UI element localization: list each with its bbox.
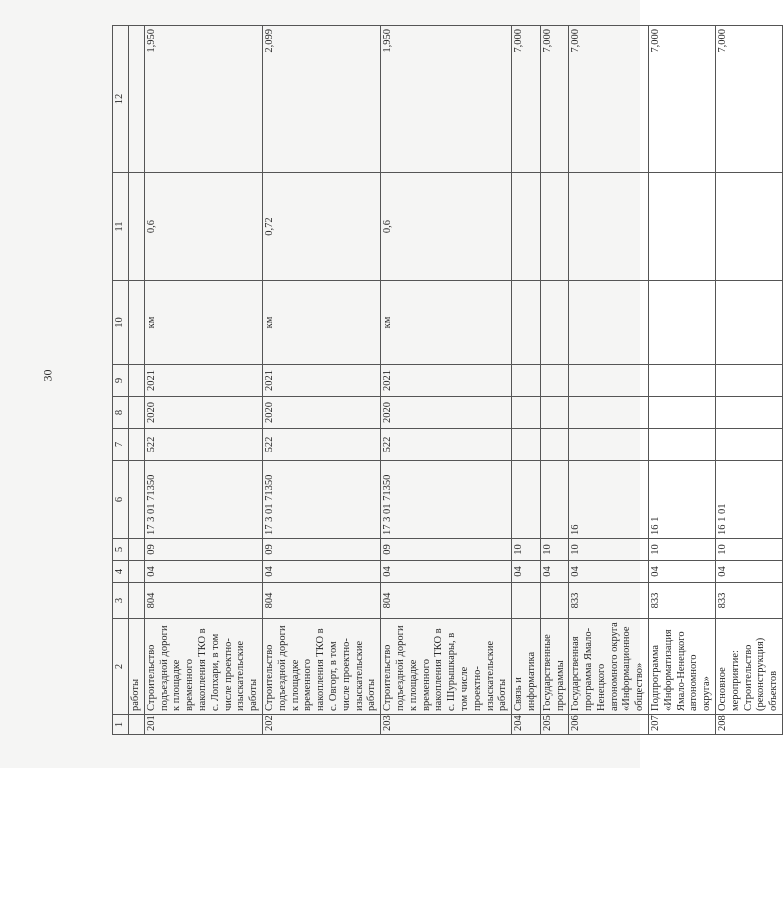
cell-amount: 1,950 (144, 26, 262, 173)
table-row (381, 26, 512, 735)
col-header-6: 6 (113, 461, 129, 539)
cell-amount: 7,000 (716, 26, 783, 173)
cell-capacity: 0,6 (381, 173, 512, 281)
row-name: Строительство подъездной дороги к площадке временного накопления ТКО в с. Лопхари, в том числе проектно-изыскательские работы (144, 619, 262, 715)
cell-section: 04 (540, 561, 569, 583)
table-row (540, 26, 569, 735)
cell-amount: 7,000 (512, 26, 541, 173)
cell-subsection: 10 (540, 539, 569, 561)
cell-ministry: 833 (649, 583, 716, 619)
cell-target-article: 16 1 01 (716, 461, 783, 539)
cell-target-article (540, 461, 569, 539)
row-number: 208 (716, 715, 783, 735)
cell-target-article: 17 3 01 71350 (262, 461, 380, 539)
cell-end-year (716, 365, 783, 397)
cell-expense-type (716, 429, 783, 461)
cell-section: 04 (649, 561, 716, 583)
row-name: Основное мероприятие: Строительство (реконструкция) объектов (716, 619, 783, 715)
cell-section: 04 (381, 561, 512, 583)
cell-section: 04 (144, 561, 262, 583)
cell-capacity (512, 173, 541, 281)
cell-ministry: 833 (569, 583, 649, 619)
cell-capacity (649, 173, 716, 281)
table-row (569, 26, 649, 735)
cell-unit: км (262, 281, 380, 365)
col-header-5: 5 (113, 539, 129, 561)
row-number: 204 (512, 715, 541, 735)
table-row (716, 26, 783, 735)
row-number: 201 (144, 715, 262, 735)
cell-amount: 7,000 (649, 26, 716, 173)
rotated-table-wrapper (112, 26, 780, 735)
cell-subsection: 10 (649, 539, 716, 561)
cell-target-article (512, 461, 541, 539)
cell-target-article: 17 3 01 71350 (144, 461, 262, 539)
cell-ministry: 804 (144, 583, 262, 619)
cell-unit (716, 281, 783, 365)
cell-expense-type (540, 429, 569, 461)
row-name: Подпрограмма «Информатизация Ямало-Ненецкого автономного округа» (649, 619, 716, 715)
cell-unit: км (381, 281, 512, 365)
row-name: Связь и информатика (512, 619, 541, 715)
cell-capacity: 0,6 (144, 173, 262, 281)
cell-start-year (540, 397, 569, 429)
row-number: 203 (381, 715, 512, 735)
col-header-11: 11 (113, 173, 129, 281)
cell-capacity (540, 173, 569, 281)
budget-table (112, 25, 783, 735)
row-name: Строительство подъездной дороги к площадке временного накопления ТКО в с. Шурышкары, в том числе проектно-изыскательские работы (381, 619, 512, 715)
cell-subsection: 10 (569, 539, 649, 561)
cell-start-year (649, 397, 716, 429)
table-row (262, 26, 380, 735)
cell-start-year: 2020 (144, 397, 262, 429)
cell-target-article: 17 3 01 71350 (381, 461, 512, 539)
cell-ministry (512, 583, 541, 619)
cell-section: 04 (716, 561, 783, 583)
col-header-1: 1 (113, 715, 129, 735)
cell-section: 04 (569, 561, 649, 583)
col-header-12: 12 (113, 26, 129, 173)
cell-start-year (569, 397, 649, 429)
cell-unit (649, 281, 716, 365)
cell-end-year: 2021 (262, 365, 380, 397)
table-row (512, 26, 541, 735)
cell-capacity: 0,72 (262, 173, 380, 281)
cell-section: 04 (262, 561, 380, 583)
cell-unit (512, 281, 541, 365)
cell-amount: 2,099 (262, 26, 380, 173)
continuation-text: работы (129, 619, 145, 715)
cell-ministry (540, 583, 569, 619)
cell-end-year (540, 365, 569, 397)
cell-unit: км (144, 281, 262, 365)
cell-subsection: 09 (381, 539, 512, 561)
cell-end-year (512, 365, 541, 397)
cell-capacity (569, 173, 649, 281)
col-header-8: 8 (113, 397, 129, 429)
cell-expense-type: 522 (262, 429, 380, 461)
cell-section: 04 (512, 561, 541, 583)
cell-amount: 1,950 (381, 26, 512, 173)
cell-target-article: 16 1 (649, 461, 716, 539)
cell-start-year (716, 397, 783, 429)
cell-ministry: 804 (381, 583, 512, 619)
col-header-7: 7 (113, 429, 129, 461)
cell-start-year (512, 397, 541, 429)
cell-end-year: 2021 (144, 365, 262, 397)
page-number: 30 (40, 369, 55, 382)
cell-expense-type (569, 429, 649, 461)
row-number: 202 (262, 715, 380, 735)
row-number: 205 (540, 715, 569, 735)
cell-start-year: 2020 (381, 397, 512, 429)
cell-expense-type: 522 (144, 429, 262, 461)
cell-expense-type (512, 429, 541, 461)
col-header-3: 3 (113, 583, 129, 619)
cell-unit (569, 281, 649, 365)
cell-expense-type: 522 (381, 429, 512, 461)
cell-expense-type (649, 429, 716, 461)
row-name: Государственные программы (540, 619, 569, 715)
cell-target-article: 16 (569, 461, 649, 539)
row-number: 207 (649, 715, 716, 735)
cell-subsection: 10 (716, 539, 783, 561)
cell-end-year (649, 365, 716, 397)
cell-amount: 7,000 (540, 26, 569, 173)
col-header-10: 10 (113, 281, 129, 365)
row-name: Государственная программа Ямало-Ненецкого автономного округа «Информационное общество» (569, 619, 649, 715)
cell-end-year (569, 365, 649, 397)
cell-subsection: 09 (262, 539, 380, 561)
cell-ministry: 833 (716, 583, 783, 619)
cell-subsection: 09 (144, 539, 262, 561)
table-row (144, 26, 262, 735)
col-header-4: 4 (113, 561, 129, 583)
col-header-9: 9 (113, 365, 129, 397)
cell-unit (540, 281, 569, 365)
cell-start-year: 2020 (262, 397, 380, 429)
column-number-row (113, 26, 129, 735)
col-header-2: 2 (113, 619, 129, 715)
cell-end-year: 2021 (381, 365, 512, 397)
continuation-row (129, 26, 145, 735)
cell-capacity (716, 173, 783, 281)
row-name: Строительство подъездной дороги к площадке временного накопления ТКО в с. Овгорт, в том числе проектно-изыскательские работы (262, 619, 380, 715)
table-row (649, 26, 716, 735)
row-number: 206 (569, 715, 649, 735)
cell-subsection: 10 (512, 539, 541, 561)
cell-amount: 7,000 (569, 26, 649, 173)
cell-ministry: 804 (262, 583, 380, 619)
